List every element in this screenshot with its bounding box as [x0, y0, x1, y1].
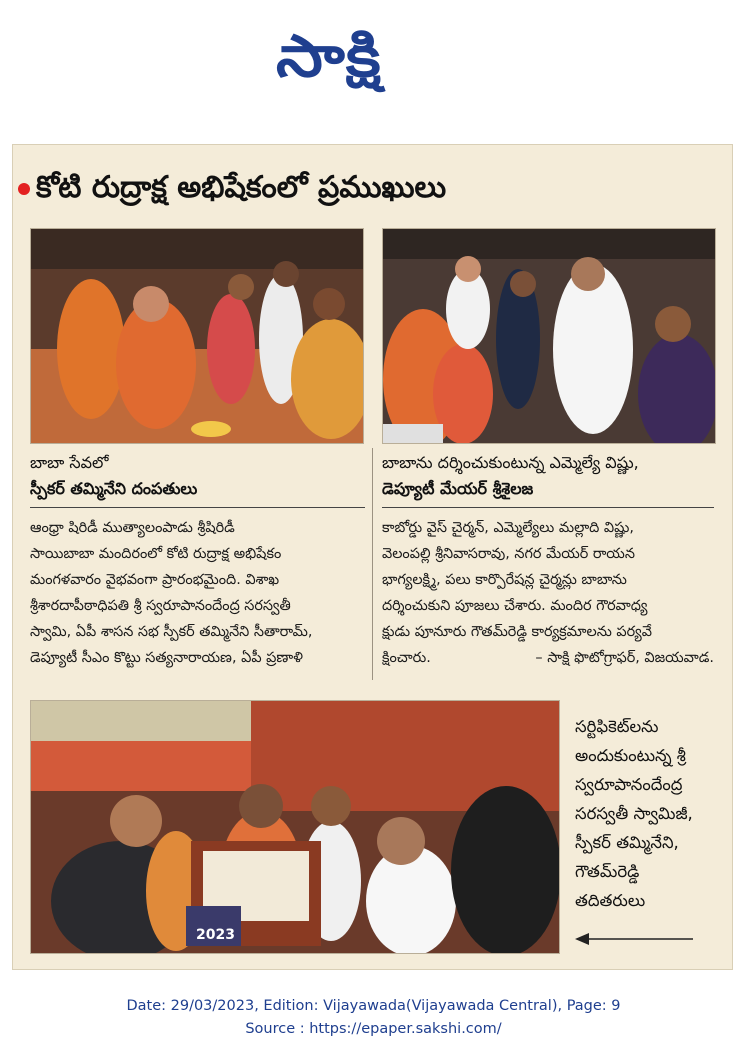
photo2-caption-line1: బాబాను దర్శించుకుంటున్న ఎమ్మెల్యే విష్ణు,: [382, 453, 639, 472]
body-line: డెప్యూటీ సీఎం కొట్టు సత్యనారాయణ, ఏపీ ప్రణాళి: [30, 650, 303, 666]
left-arrow-icon: [575, 930, 693, 948]
red-bullet-icon: [18, 183, 30, 195]
masthead: [0, 0, 747, 140]
side-caption-line: స్పీకర్ తమ్మినేని,: [575, 833, 679, 852]
body-line: భాగ్యలక్ష్మి, పలు కార్పొరేషన్ల చైర్మన్లు బాబాను: [382, 572, 627, 588]
side-caption-line: తదితరులు: [575, 891, 646, 910]
headline-text: కోటి రుద్రాక్ష అభిషేకంలో ప్రముఖులు: [36, 170, 447, 205]
side-caption-line: స్వరూపానందేంద్ర: [575, 775, 683, 794]
photo2-caption-line2: డెప్యూటీ మేయర్ శ్రీశైలజ: [382, 479, 534, 498]
side-caption-line: సరస్వతీ స్వామిజీ,: [575, 804, 693, 823]
sakshi-logo: సాక్షి: [276, 22, 382, 90]
body-line: శ్రీశారదాపీఠాధిపతి శ్రీ స్వరూపానందేంద్ర సరస్వతీ: [30, 598, 291, 614]
photo-mla-vishnu: [382, 228, 716, 444]
photo-certificates: [30, 700, 560, 954]
caption-rule-right: [382, 507, 714, 508]
body-line: స్వామి, ఏపీ శాసన సభ స్పీకర్ తమ్మినేని సీతారామ్,: [30, 624, 313, 640]
body-line: మంగళవారం వైభవంగా ప్రారంభమైంది. విశాఖ: [30, 572, 280, 588]
side-caption: [575, 712, 725, 915]
photo-credit: – సాక్షి ఫొటోగ్రాఫర్, విజయవాడ.: [535, 650, 714, 666]
side-caption-line: అందుకుంటున్న శ్రీ: [575, 746, 686, 765]
body-line: ఆంధ్రా షిరిడీ ముత్యాలంపాడు శ్రీషిరిడీ: [30, 520, 235, 536]
column-divider: [372, 448, 373, 680]
photo1-caption-line2: స్పీకర్ తమ్మినేని దంపతులు: [30, 479, 198, 498]
body-line: వెలంపల్లి శ్రీనివాసరావు, నగర మేయర్ రాయన: [382, 546, 635, 562]
photo1-caption: [30, 450, 365, 502]
body-line: క్షుడు పూనూరు గౌతమ్‌రెడ్డి కార్యక్రమాలను పర్యవే: [382, 624, 652, 640]
footer-source-line[interactable]: Source : https://epaper.sakshi.com/: [245, 1021, 502, 1037]
photo2-caption: [382, 450, 717, 502]
footer-date-line: Date: 29/03/2023, Edition: Vijayawada(Vijayawada Central), Page: 9: [126, 998, 621, 1014]
side-caption-line: సర్టిఫికెట్‌లను: [575, 717, 659, 736]
body-line: సాయిబాబా మందిరంలో కోటి రుద్రాక్ష అభిషేకం: [30, 546, 282, 562]
article-body-right: [382, 515, 714, 671]
article-headline: [18, 170, 446, 212]
body-line: క్షించారు.: [382, 650, 431, 666]
caption-rule-left: [30, 507, 365, 508]
book-year-text: 2023: [196, 927, 235, 943]
body-line: దర్శించుకుని పూజలు చేశారు. మందిర గౌరవాధ్య: [382, 598, 648, 614]
article-body-left: [30, 515, 365, 671]
photo-speaker-couple: [30, 228, 364, 444]
photo1-caption-line1: బాబా సేవలో: [30, 453, 109, 472]
side-caption-line: గౌతమ్‌రెడ్డి: [575, 862, 640, 881]
body-line: కాబోర్డు వైస్ చైర్మన్, ఎమ్మెల్యేలు మల్లాది విష్ణు,: [382, 520, 634, 536]
